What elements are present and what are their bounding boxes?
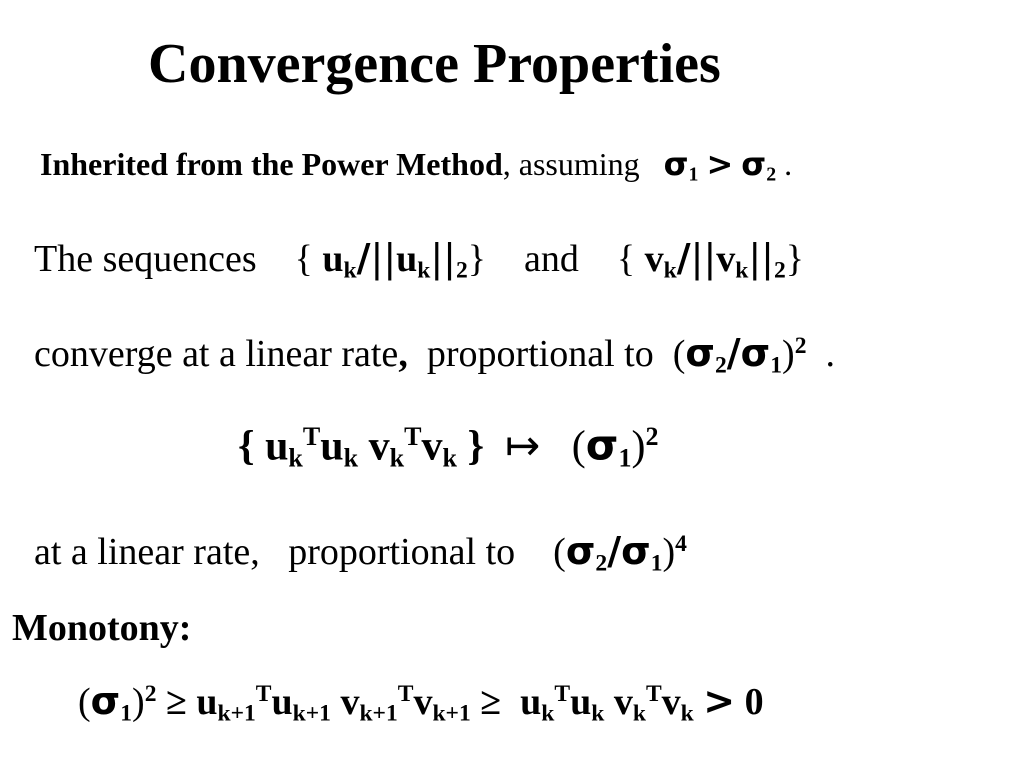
and-text: and <box>524 238 579 280</box>
assuming-text: , assuming <box>502 146 640 182</box>
rate-text: at a linear rate, <box>34 531 260 573</box>
sequences-text: The sequences <box>34 238 257 280</box>
sequences-line: The sequences { $u_k/||u_k||_2$} and { $v_k/||v_k||_2$} <box>34 236 804 284</box>
sigma-2: σ <box>741 145 767 183</box>
monotony-heading: Monotony: <box>12 607 192 649</box>
converge-line: converge at a linear rate, proportional to $(\sigma_2/\sigma_1)^2$ . <box>34 331 835 379</box>
slide-title: Convergence Properties <box>148 33 721 95</box>
limit-formula: { $u_k^Tu_k$ $v_k^Tv_k$ } ↦ $(\sigma_1)^2$ <box>238 420 659 473</box>
maps-to-arrow: ↦ <box>505 420 541 470</box>
inherited-label: Inherited from the Power Method <box>40 146 503 182</box>
proportional-text-2: proportional to <box>288 531 516 573</box>
converge-text: converge at a linear rate <box>34 333 399 375</box>
sigma-1: σ <box>663 145 689 183</box>
proportional-text: proportional to <box>426 333 654 375</box>
rate-line: at a linear rate, proportional to $(\sigma_2/\sigma_1)^4$ <box>34 529 687 577</box>
assumption-line: Inherited from the Power Method, assuming $\sigma_1 > \sigma_2$ . <box>40 145 793 186</box>
greater-than: > <box>706 145 734 183</box>
monotony-formula: $(\sigma_1)^2 \ge u_{k+1}^Tu_{k+1}$ $v_{k+1}^Tv_{k+1} \ge u_k^Tu_k$ $v_k^Tv_k > 0$ <box>78 679 764 727</box>
